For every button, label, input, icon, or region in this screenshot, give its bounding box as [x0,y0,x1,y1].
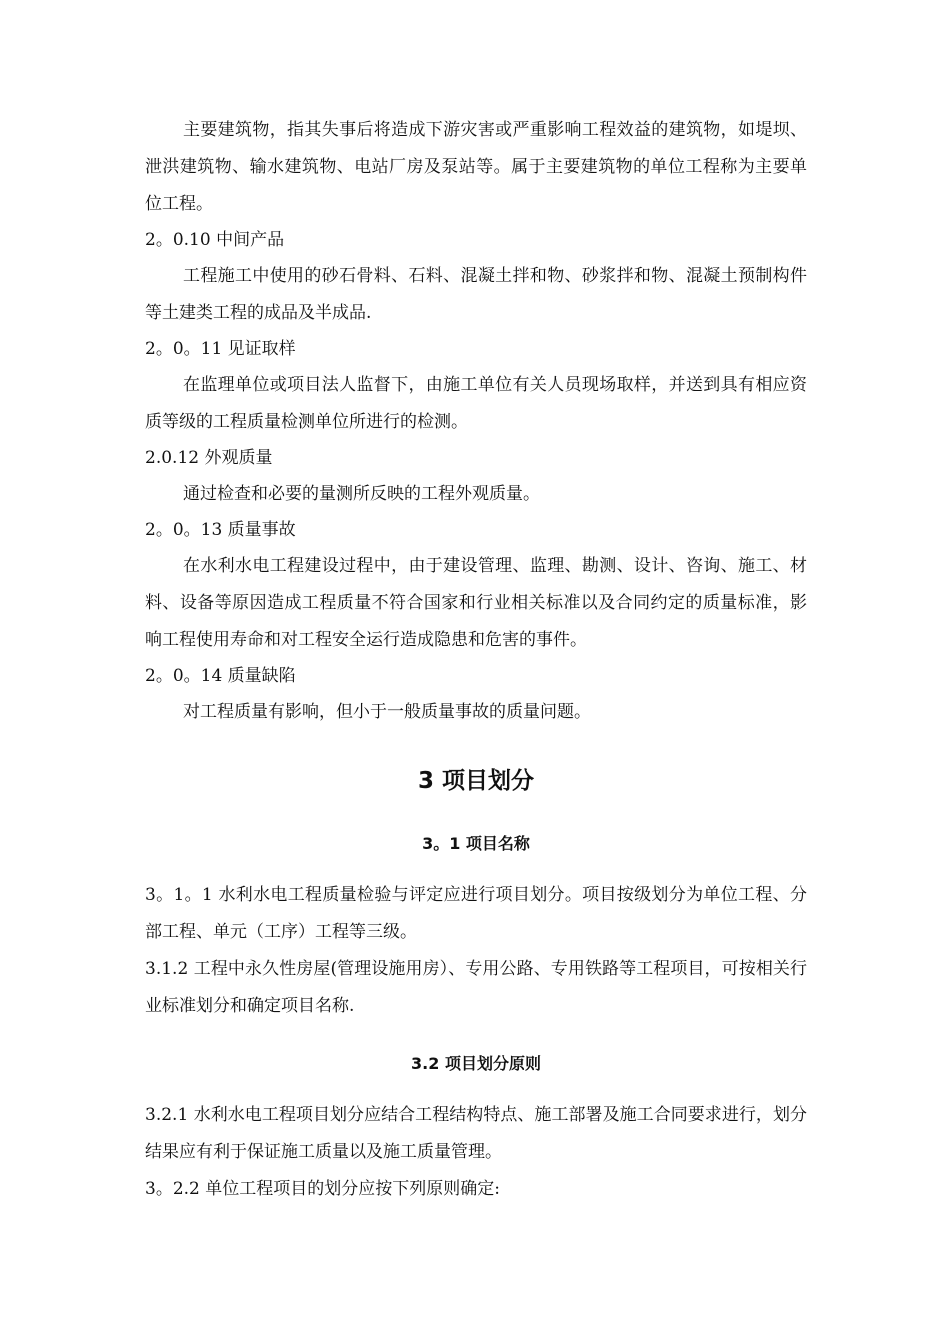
chapter-heading-3: 3 项目划分 [417,768,534,794]
paragraph-main-building: 主要建筑物，指其失事后将造成下游灾害或严重影响工程效益的建筑物，如堤坝、泄洪建筑物、输水建筑物、电站厂房及泵站等。属于主要建筑物的单位工程称为主要单位工程。 [145,120,807,214]
paragraph-2-0-13: 在水利水电工程建设过程中，由于建设管理、监理、勘测、设计、咨询、施工、材料、设备等原因造成工程质量不符合国家和行业相关标准以及合同约定的质量标准，影响工程使用寿命和对工程安全运行造成隐患和危害的事件。 [145,556,807,650]
paragraph-2-0-12: 通过检查和必要的量测所反映的工程外观质量。 [183,484,540,504]
paragraph-2-0-10: 工程施工中使用的砂石骨料、石料、混凝土拌和物、砂浆拌和物、混凝土预制构件等土建类工程的成品及半成品. [145,266,807,323]
paragraph-2-0-14: 对工程质量有影响，但小于一般质量事故的质量问题。 [183,702,591,722]
section-heading-3-2: 3.2 项目划分原则 [411,1054,541,1073]
term-heading-2-0-10: 2。0.10 中间产品 [145,230,285,250]
document-page [145,112,807,1208]
section-heading-3-1: 3。1 项目名称 [422,834,530,853]
paragraph-3-1-2: 3.1.2 工程中永久性房屋(管理设施用房）、专用公路、专用铁路等工程项目，可按相关行业标准划分和确定项目名称. [145,959,807,1016]
term-heading-2-0-13: 2。0。13 质量事故 [145,520,296,540]
paragraph-3-1-1: 3。1。1 水利水电工程质量检验与评定应进行项目划分。项目按级划分为单位工程、分部工程、单元（工序）工程等三级。 [145,885,807,942]
term-heading-2-0-11: 2。0。11 见证取样 [145,339,296,359]
paragraph-2-0-11: 在监理单位或项目法人监督下，由施工单位有关人员现场取样，并送到具有相应资质等级的工程质量检测单位所进行的检测。 [145,375,807,432]
term-heading-2-0-14: 2。0。14 质量缺陷 [145,666,296,686]
term-heading-2-0-12: 2.0.12 外观质量 [145,448,273,468]
paragraph-3-2-1: 3.2.1 水利水电工程项目划分应结合工程结构特点、施工部署及施工合同要求进行，划分结果应有利于保证施工质量以及施工质量管理。 [145,1105,807,1162]
paragraph-3-2-2: 3。2.2 单位工程项目的划分应按下列原则确定: [145,1179,500,1199]
